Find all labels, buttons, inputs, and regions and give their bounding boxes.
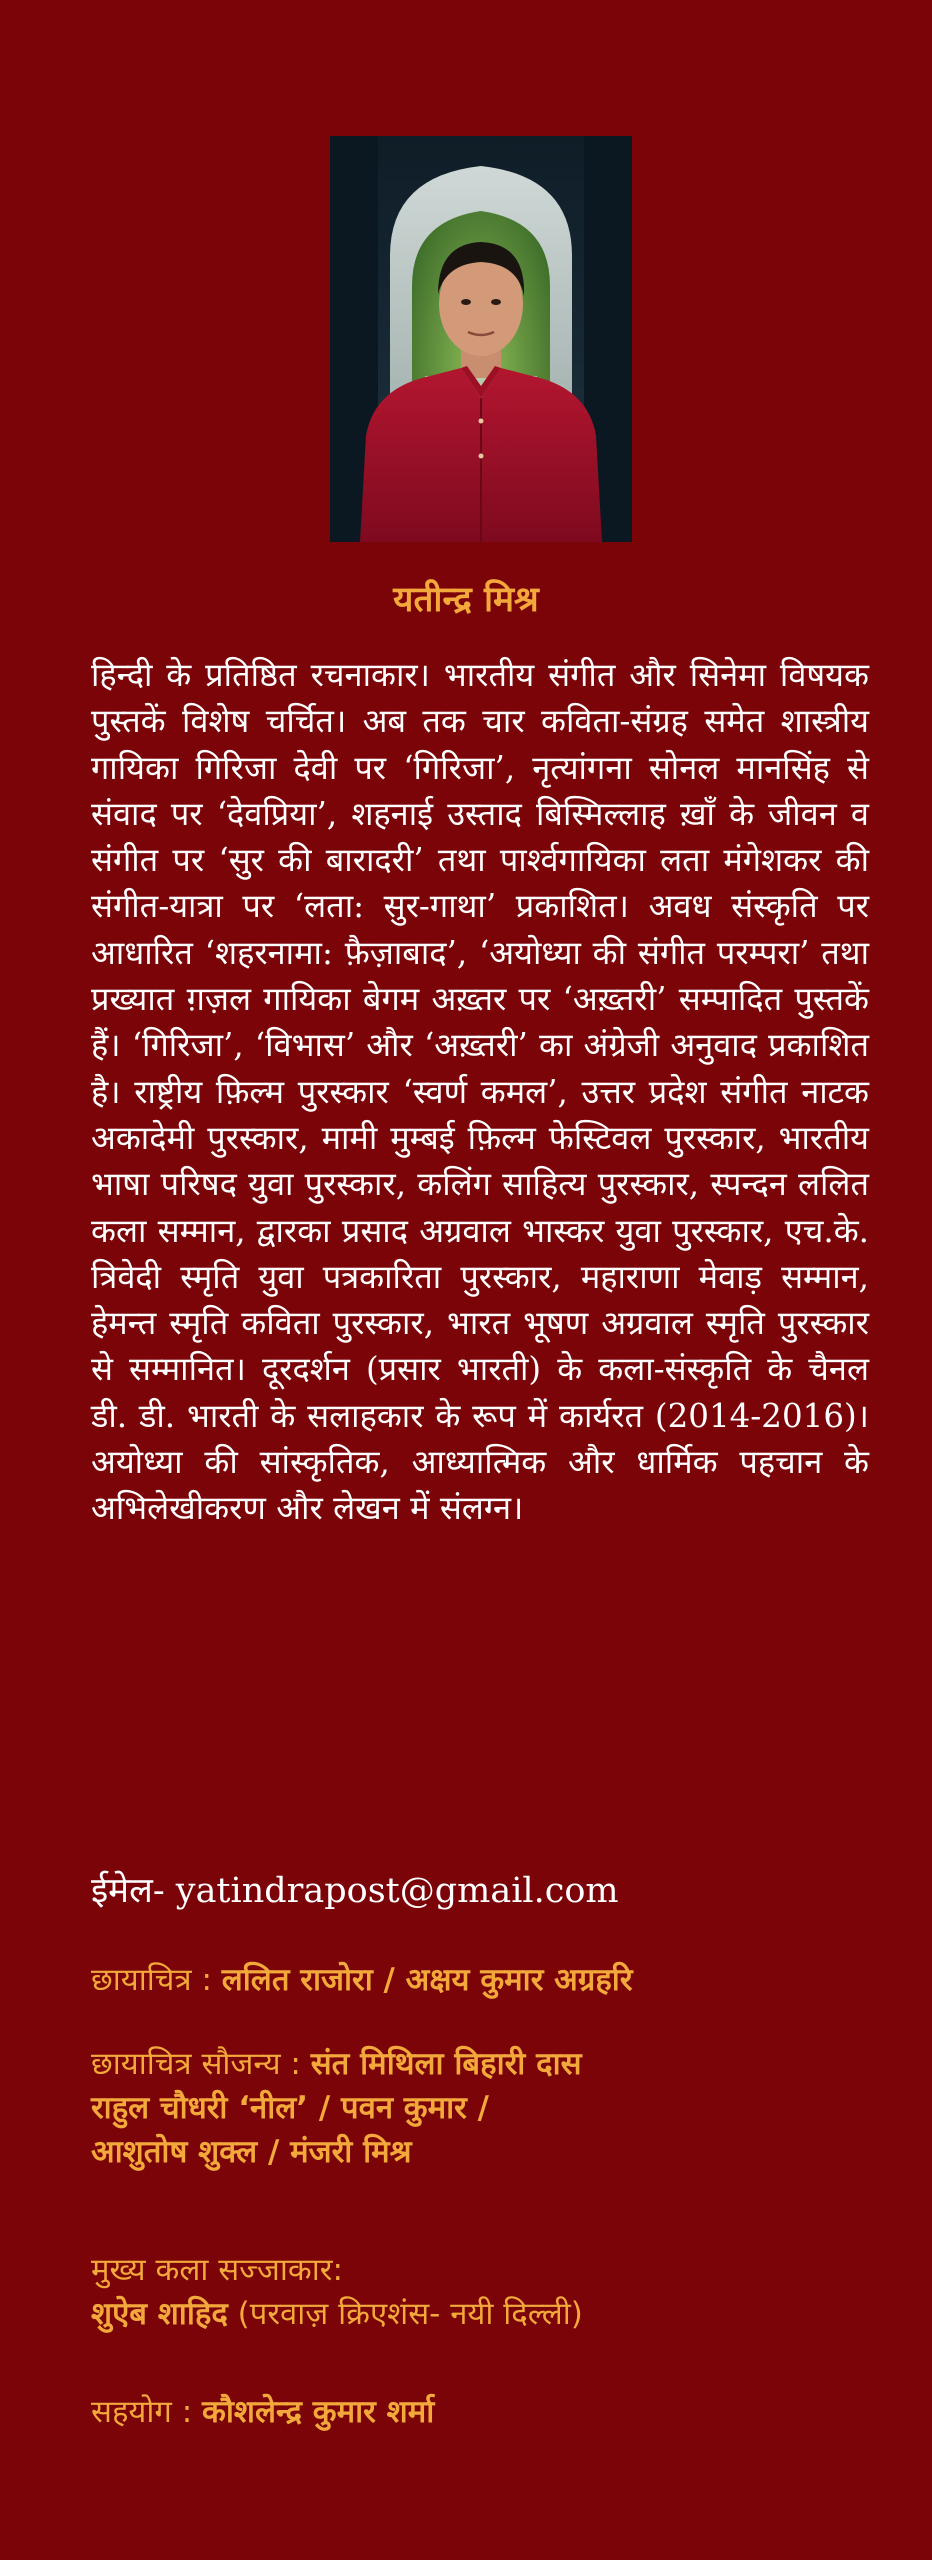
photography-credit bbox=[91, 1958, 891, 2002]
author-email: ईमेल- yatindrapost@gmail.com bbox=[91, 1871, 619, 1911]
author-name: यतीन्द्र मिश्र bbox=[393, 580, 539, 620]
photo-courtesy-credit bbox=[91, 2042, 891, 2174]
art-label: मुख्य कला सज्जाकार: bbox=[91, 2252, 343, 2288]
author-photo bbox=[330, 136, 632, 542]
photo-courtesy-label: छायाचित्र सौजन्य : bbox=[91, 2046, 311, 2082]
support-value: कौशलेन्द्र कुमार शर्मा bbox=[202, 2394, 435, 2430]
art-name: शुऐब शाहिद bbox=[91, 2296, 228, 2332]
photo-courtesy-line2: राहुल चौधरी ‘नील’ / पवन कुमार / bbox=[91, 2090, 489, 2126]
art-detail: (परवाज़ क्रिएशंस- नयी दिल्ली) bbox=[227, 2296, 583, 2332]
support-label: सहयोग : bbox=[91, 2394, 203, 2430]
photo-courtesy-line3: आशुतोष शुक्ल / मंजरी मिश्र bbox=[91, 2134, 412, 2170]
author-bio: हिन्दी के प्रतिष्ठित रचनाकार। भारतीय संगीत और सिनेमा विषयक पुस्तकें विशेष चर्चित। अब तक चार कविता-संग्रह समेत शास्त्रीय गायिका गिरिजा देवी पर ‘गिरिजा’, नृत्यांगना सोनल मानसिंह से संवाद पर ‘देवप्रिया’, शहनाई उस्ताद बिस्मिल्लाह ख़ाँ के जीवन व संगीत पर ‘सुर की बारादरी’ तथा पार्श्वगायिका लता मंगेशकर की संगीत-यात्रा पर ‘लता: सुर-गाथा’ प्रकाशित। अवध संस्कृति पर आधारित ‘शहरनामा: फ़ैज़ाबाद’, ‘अयोध्या की संगीत परम्परा’ तथा प्रख्यात ग़ज़ल गायिका बेगम अख़्तर पर ‘अख़्तरी’ सम्पादित पुस्तकें हैं। ‘गिरिजा’, ‘विभास’ और ‘अख़्तरी’ का अंग्रेजी अनुवाद प्रकाशित है। राष्ट्रीय फ़िल्म पुरस्कार ‘स्वर्ण कमल’, उत्तर प्रदेश संगीत नाटक अकादेमी पुरस्कार, मामी मुम्बई फ़िल्म फेस्टिवल पुरस्कार, भारतीय भाषा परिषद युवा पुरस्कार, कलिंग साहित्य पुरस्कार, स्पन्दन ललित कला सम्मान, द्वारका प्रसाद अग्रवाल भास्कर युवा पुरस्कार, एच.के. त्रिवेदी स्मृति युवा पत्रकारिता पुरस्कार, महाराणा मेवाड़ सम्मान, हेमन्त स्मृति कविता पुरस्कार, भारत भूषण अग्रवाल स्मृति पुरस्कार से सम्मानित। दूरदर्शन (प्रसार भारती) के कला-संस्कृति के चैनल डी. डी. भारती के सलाहकार के रूप में कार्यरत (2014-2016)। अयोध्या की सांस्कृतिक, आध्यात्मिक और धार्मिक पहचान के अभिलेखीकरण और लेखन में संलग्न। bbox=[91, 656, 869, 1528]
photography-label: छायाचित्र : bbox=[91, 1962, 222, 1998]
support-credit bbox=[91, 2390, 891, 2434]
photography-value: ललित राजोरा / अक्षय कुमार अग्रहरि bbox=[221, 1962, 633, 1998]
art-credit bbox=[91, 2248, 891, 2336]
photo-courtesy-line1: संत मिथिला बिहारी दास bbox=[310, 2046, 582, 2082]
